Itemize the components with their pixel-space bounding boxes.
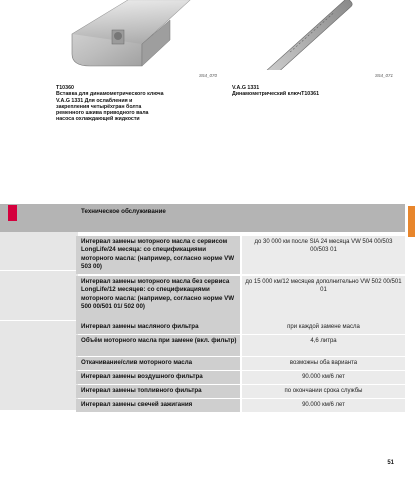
- table-row: [76, 321, 405, 334]
- figure-description: Вставка для динамометрического ключа V.A.G 1331 Для ослабления и закрепления четырёхгран болта ременного шкива приводного вала насоса охлаждающей жидкости: [56, 91, 164, 123]
- row-value: возможны оба варианта: [242, 357, 405, 370]
- figure-code: T10360: [56, 85, 74, 91]
- accent-marker: [8, 205, 17, 221]
- table-row: [76, 335, 405, 356]
- row-label: Интервал замены масляного фильтра: [76, 321, 240, 334]
- page-edge-tab: [408, 206, 415, 237]
- row-label: Интервал замены топливного фильтра: [76, 385, 240, 398]
- table-header: Техническое обслуживание: [81, 208, 166, 215]
- divider: [0, 320, 78, 321]
- row-value: до 30 000 км после SIA 24 месяца VW 504 00/503 00/503 01: [242, 236, 405, 274]
- page-number: 51: [387, 460, 394, 466]
- table-row: [76, 385, 405, 398]
- row-label: Откачивание/слив моторного масла: [76, 357, 240, 370]
- divider: [0, 270, 78, 271]
- figure-caption: [56, 85, 166, 123]
- table-row: [76, 371, 405, 384]
- figure-caption: [232, 85, 362, 98]
- row-label: Интервал замены свечей зажигания: [76, 399, 240, 412]
- row-value: 90.000 км/6 лет: [242, 371, 405, 384]
- table-row: [76, 399, 405, 412]
- row-value: при каждой замене масла: [242, 321, 405, 334]
- row-label: Интервал замены моторного масла с сервисом LongLife/24 месяца: со спецификациями моторного масла: (например, согласно норме VW 503 00): [76, 236, 240, 274]
- row-value: до 15 000 км/12 месяцев дополнительно VW 502 00/501 01: [242, 276, 405, 321]
- table-row: [76, 357, 405, 370]
- row-label: Объём моторного масла при замене (вкл. фильтр): [76, 335, 240, 356]
- left-margin-band: [0, 232, 78, 410]
- row-label: Интервал замены воздушного фильтра: [76, 371, 240, 384]
- torque-wrench-illustration: [245, 0, 395, 70]
- row-label: Интервал замены моторного масла без сервиса LongLife/12 месяцев: со спецификациями моторного масла: (например, согласно норме VW 500 00/501 01/ 502 00): [76, 276, 240, 321]
- row-value: 4,6 литра: [242, 335, 405, 356]
- row-value: 90.000 км/6 лет: [242, 399, 405, 412]
- insert-tool-illustration: [60, 0, 210, 80]
- figure-id: S54_071: [375, 73, 394, 78]
- row-value: по окончании срока службы: [242, 385, 405, 398]
- section-header-band: [0, 204, 405, 232]
- figure-id: S54_070: [199, 73, 218, 78]
- figure-code: V.A.G 1331: [232, 85, 260, 91]
- table-row: [76, 276, 405, 321]
- table-row: [76, 236, 405, 274]
- figure-description: Динамометрический ключT10361: [232, 91, 320, 98]
